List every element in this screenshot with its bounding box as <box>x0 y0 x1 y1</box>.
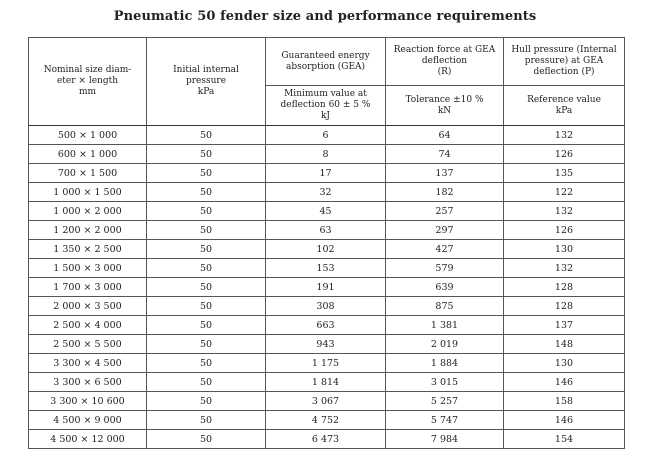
cell-hull-pressure: 146 <box>504 411 625 430</box>
subheader-energy-minimum: Minimum value at deflection 60 ± 5 % kJ <box>266 86 386 126</box>
cell-hull-pressure: 132 <box>504 126 625 145</box>
cell-energy: 6 473 <box>266 430 386 449</box>
table-row <box>29 335 625 354</box>
cell-energy: 1 175 <box>266 354 386 373</box>
table-row <box>29 411 625 430</box>
table-row <box>29 183 625 202</box>
cell-nominal-size: 1 350 × 2 500 <box>29 240 147 259</box>
subheader-reaction-tolerance: Tolerance ±10 % kN <box>386 86 504 126</box>
cell-reaction: 64 <box>386 126 504 145</box>
cell-hull-pressure: 130 <box>504 240 625 259</box>
table-row <box>29 430 625 449</box>
cell-energy: 17 <box>266 164 386 183</box>
cell-initial-pressure: 50 <box>147 392 266 411</box>
cell-reaction: 74 <box>386 145 504 164</box>
table-row <box>29 316 625 335</box>
table-row <box>29 221 625 240</box>
cell-hull-pressure: 154 <box>504 430 625 449</box>
cell-initial-pressure: 50 <box>147 373 266 392</box>
cell-reaction: 2 019 <box>386 335 504 354</box>
fender-performance-table <box>28 37 625 449</box>
header-nominal-size: Nominal size diam- eter × length mm <box>29 38 147 126</box>
header-initial-pressure: Initial internal pressure kPa <box>147 38 266 126</box>
cell-energy: 191 <box>266 278 386 297</box>
cell-hull-pressure: 122 <box>504 183 625 202</box>
cell-nominal-size: 1 500 × 3 000 <box>29 259 147 278</box>
cell-reaction: 579 <box>386 259 504 278</box>
table-row <box>29 202 625 221</box>
table-row <box>29 145 625 164</box>
cell-initial-pressure: 50 <box>147 354 266 373</box>
cell-nominal-size: 500 × 1 000 <box>29 126 147 145</box>
cell-initial-pressure: 50 <box>147 297 266 316</box>
cell-initial-pressure: 50 <box>147 335 266 354</box>
cell-hull-pressure: 135 <box>504 164 625 183</box>
cell-nominal-size: 600 × 1 000 <box>29 145 147 164</box>
cell-nominal-size: 4 500 × 9 000 <box>29 411 147 430</box>
cell-hull-pressure: 126 <box>504 221 625 240</box>
table-title: Pneumatic 50 fender size and performance requirements <box>113 9 537 24</box>
cell-reaction: 7 984 <box>386 430 504 449</box>
table-row <box>29 373 625 392</box>
cell-hull-pressure: 132 <box>504 259 625 278</box>
table-row <box>29 240 625 259</box>
cell-nominal-size: 3 300 × 6 500 <box>29 373 147 392</box>
cell-energy: 63 <box>266 221 386 240</box>
cell-reaction: 5 257 <box>386 392 504 411</box>
cell-reaction: 297 <box>386 221 504 240</box>
cell-energy: 153 <box>266 259 386 278</box>
cell-hull-pressure: 132 <box>504 202 625 221</box>
table-row <box>29 392 625 411</box>
cell-nominal-size: 1 000 × 2 000 <box>29 202 147 221</box>
cell-hull-pressure: 128 <box>504 297 625 316</box>
cell-energy: 32 <box>266 183 386 202</box>
cell-energy: 663 <box>266 316 386 335</box>
subheader-hull-reference: Reference value kPa <box>504 86 625 126</box>
cell-initial-pressure: 50 <box>147 278 266 297</box>
cell-reaction: 427 <box>386 240 504 259</box>
cell-nominal-size: 2 000 × 3 500 <box>29 297 147 316</box>
cell-energy: 308 <box>266 297 386 316</box>
cell-reaction: 875 <box>386 297 504 316</box>
cell-reaction: 5 747 <box>386 411 504 430</box>
cell-energy: 8 <box>266 145 386 164</box>
cell-hull-pressure: 158 <box>504 392 625 411</box>
cell-reaction: 3 015 <box>386 373 504 392</box>
cell-hull-pressure: 146 <box>504 373 625 392</box>
cell-energy: 1 814 <box>266 373 386 392</box>
cell-initial-pressure: 50 <box>147 164 266 183</box>
cell-initial-pressure: 50 <box>147 411 266 430</box>
cell-hull-pressure: 148 <box>504 335 625 354</box>
cell-reaction: 1 884 <box>386 354 504 373</box>
cell-energy: 45 <box>266 202 386 221</box>
cell-nominal-size: 1 000 × 1 500 <box>29 183 147 202</box>
table-row <box>29 297 625 316</box>
cell-hull-pressure: 128 <box>504 278 625 297</box>
cell-reaction: 137 <box>386 164 504 183</box>
cell-initial-pressure: 50 <box>147 183 266 202</box>
cell-nominal-size: 4 500 × 12 000 <box>29 430 147 449</box>
cell-hull-pressure: 137 <box>504 316 625 335</box>
cell-reaction: 639 <box>386 278 504 297</box>
cell-nominal-size: 2 500 × 5 500 <box>29 335 147 354</box>
cell-initial-pressure: 50 <box>147 240 266 259</box>
cell-nominal-size: 1 200 × 2 000 <box>29 221 147 240</box>
header-energy-absorption: Guaranteed energy absorption (GEA) <box>266 38 386 86</box>
cell-initial-pressure: 50 <box>147 126 266 145</box>
header-hull-pressure: Hull pressure (Internal pressure) at GEA deflection (P) <box>504 38 625 86</box>
table-row <box>29 126 625 145</box>
table-row <box>29 259 625 278</box>
cell-reaction: 182 <box>386 183 504 202</box>
cell-nominal-size: 700 × 1 500 <box>29 164 147 183</box>
cell-nominal-size: 2 500 × 4 000 <box>29 316 147 335</box>
cell-energy: 3 067 <box>266 392 386 411</box>
cell-reaction: 1 381 <box>386 316 504 335</box>
cell-initial-pressure: 50 <box>147 259 266 278</box>
cell-nominal-size: 1 700 × 3 000 <box>29 278 147 297</box>
cell-initial-pressure: 50 <box>147 316 266 335</box>
cell-initial-pressure: 50 <box>147 202 266 221</box>
cell-energy: 943 <box>266 335 386 354</box>
table-row <box>29 278 625 297</box>
cell-hull-pressure: 130 <box>504 354 625 373</box>
cell-initial-pressure: 50 <box>147 145 266 164</box>
cell-energy: 4 752 <box>266 411 386 430</box>
table-row <box>29 164 625 183</box>
cell-energy: 102 <box>266 240 386 259</box>
cell-energy: 6 <box>266 126 386 145</box>
cell-hull-pressure: 126 <box>504 145 625 164</box>
cell-initial-pressure: 50 <box>147 430 266 449</box>
cell-initial-pressure: 50 <box>147 221 266 240</box>
cell-reaction: 257 <box>386 202 504 221</box>
table-row <box>29 354 625 373</box>
cell-nominal-size: 3 300 × 10 600 <box>29 392 147 411</box>
cell-nominal-size: 3 300 × 4 500 <box>29 354 147 373</box>
header-reaction-force: Reaction force at GEA deflection (R) <box>386 38 504 86</box>
